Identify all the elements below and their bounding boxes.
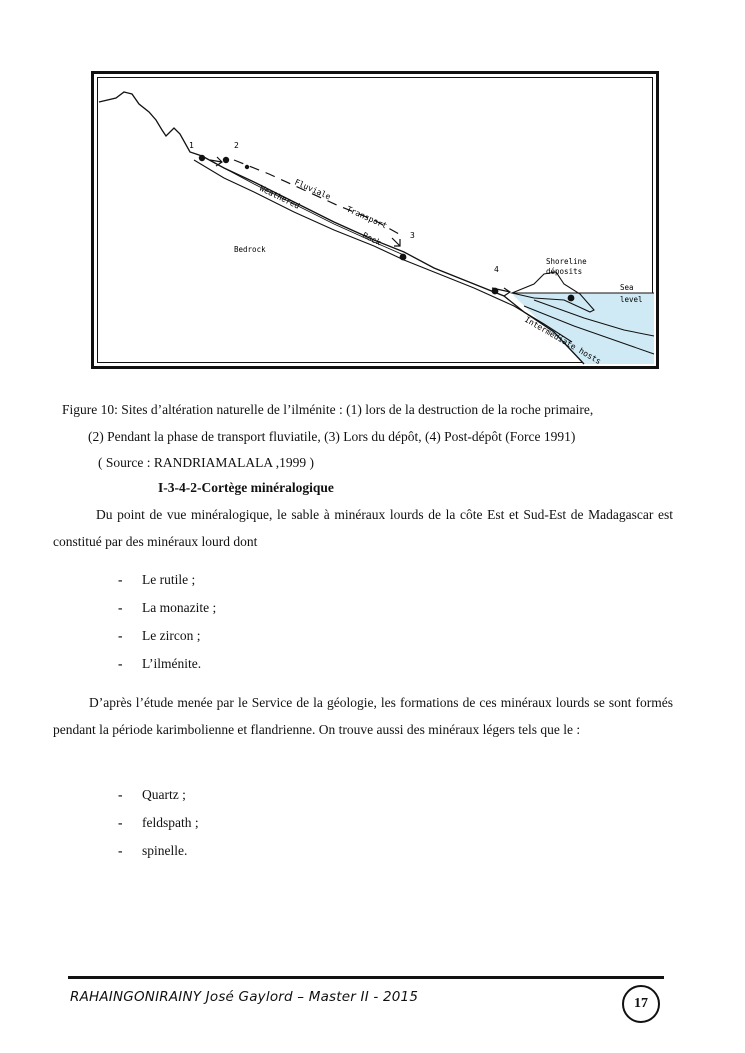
list-item: - Quartz ; [118, 787, 186, 802]
site-dot-3 [400, 254, 407, 261]
figure-caption-line-1: Figure 10: Sites d’altération naturelle de l’ilménite : (1) lors de la destruction de la roche primaire, [62, 402, 594, 417]
site-dot-1 [199, 155, 205, 161]
list-item: - La monazite ; [118, 600, 217, 615]
label-deposits: déposits [546, 267, 583, 276]
ilmenite-sites-diagram [94, 74, 656, 366]
label-transport: Transport [345, 204, 389, 231]
paragraph-formation [53, 689, 673, 743]
mountain-profile [99, 92, 584, 364]
section-title: I-3-4-2-Cortège minéralogique [158, 480, 334, 495]
site-dot-2b [245, 165, 249, 169]
heavy-minerals-list [118, 566, 216, 678]
list-item: - Le rutile ; [118, 572, 196, 587]
list-item: - spinelle. [118, 843, 188, 858]
label-3: 3 [410, 231, 415, 240]
paragraph-heavy-minerals [53, 501, 673, 555]
site-dot-2 [223, 157, 229, 163]
list-item: - L’ilménite. [118, 656, 202, 671]
list-item: - Le zircon ; [118, 628, 201, 643]
figure-source: ( Source : RANDRIAMALALA ,1999 ) [98, 455, 314, 470]
paragraph-heavy-minerals-text: Du point de vue minéralogique, le sable à minéraux lourds de la côte Est et Sud-Est de Madagascar est constitué par des minéraux lourd dont [53, 507, 673, 549]
paragraph-formation-text: D’après l’étude menée par le Service de la géologie, les formations de ces minéraux lourds se sont formés pendant la période karimbolienne et flandrienne. On trouve aussi des minéraux légers tels que le : [53, 695, 673, 737]
footer-rule [68, 976, 664, 979]
label-2: 2 [234, 141, 239, 150]
label-shoreline: Shoreline [546, 257, 587, 266]
label-1: 1 [189, 141, 194, 150]
label-fluviale: Fluviale [293, 177, 333, 202]
label-bedrock: Bedrock [234, 245, 266, 254]
label-sea: Sea [620, 283, 634, 292]
page-number: 17 [622, 985, 660, 1023]
arrow-3 [392, 238, 400, 246]
footer-author: RAHAINGONIRAINY José Gaylord – Master II - 2015 [70, 989, 419, 1005]
site-dot-4 [492, 288, 499, 295]
label-rock: Rock [361, 230, 383, 248]
list-item: - feldspath ; [118, 815, 199, 830]
site-dot-5 [568, 295, 575, 302]
figure-frame [91, 71, 659, 369]
label-weathered: Weathered [258, 183, 302, 211]
label-level: level [620, 295, 643, 304]
figure-caption-line-2: (2) Pendant la phase de transport fluviatile, (3) Lors du dépôt, (4) Post-dépôt (Force 1991) [88, 429, 576, 444]
label-4: 4 [494, 265, 499, 274]
light-minerals-list [118, 781, 199, 865]
label-intermediate: Intermediate hosts [523, 314, 603, 366]
